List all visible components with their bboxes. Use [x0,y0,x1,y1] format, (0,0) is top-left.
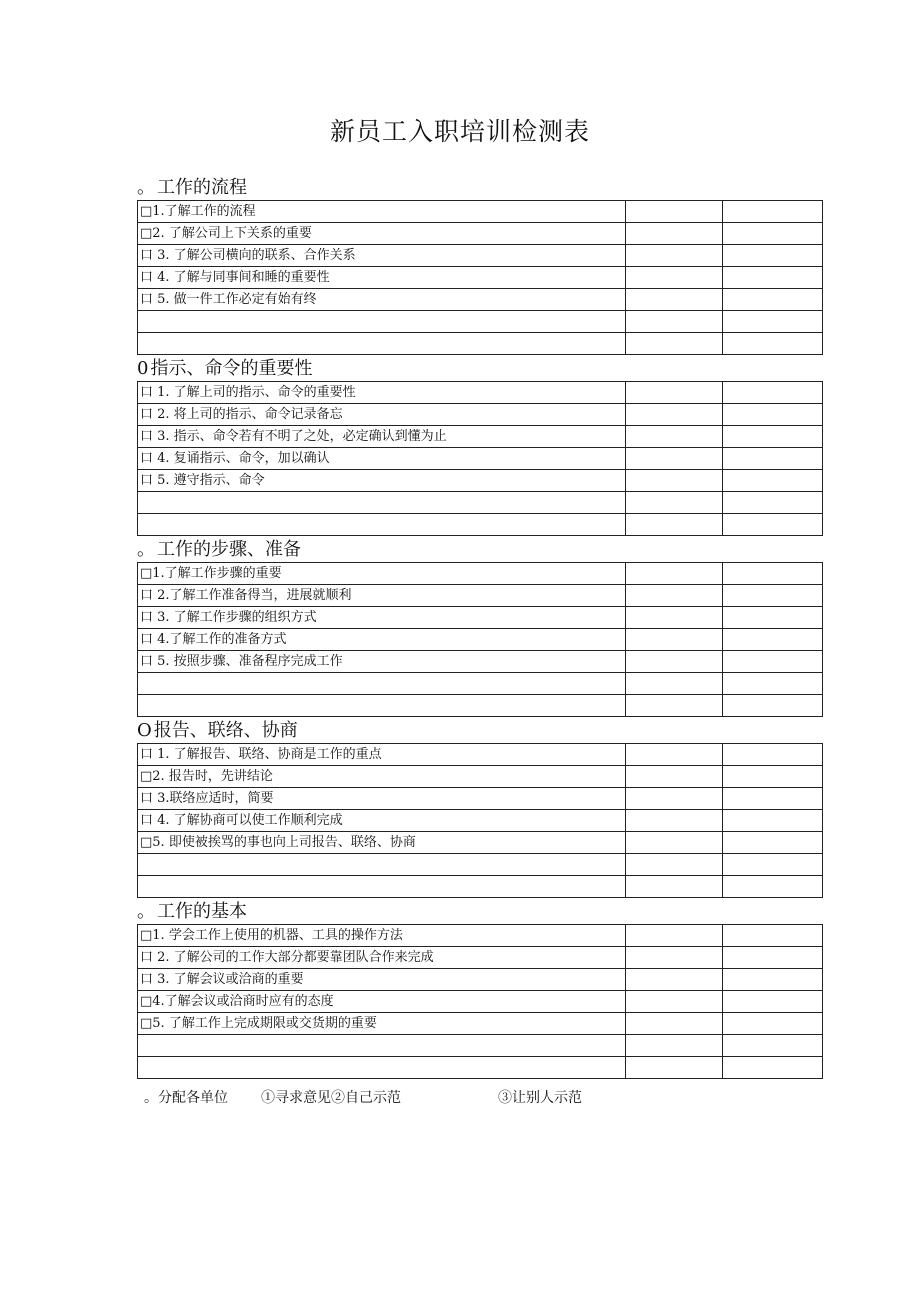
check-cell-first[interactable] [626,311,723,333]
check-cell-first[interactable] [626,766,723,788]
blank-item-cell [138,1035,626,1057]
checklist-item: 口 1. 了解报告、联络、协商是工作的重点 [138,744,626,766]
checklist-item: □1.了解工作步骤的重要 [138,563,626,585]
footer-let-others-demo: ③让别人示范 [498,1090,582,1106]
check-cell-first[interactable] [626,744,723,766]
check-cell-second[interactable] [723,514,823,536]
check-cell-second[interactable] [723,629,823,651]
table-row [138,448,823,470]
table-row [138,1035,823,1057]
check-cell-first[interactable] [626,947,723,969]
check-cell-first[interactable] [626,585,723,607]
blank-item-cell [138,876,626,898]
table-row [138,426,823,448]
check-cell-second[interactable] [723,470,823,492]
section-bullet: 0 [137,358,149,379]
check-cell-second[interactable] [723,426,823,448]
checklist-item: □1. 学会工作上使用的机器、工具的操作方法 [138,925,626,947]
check-cell-first[interactable] [626,470,723,492]
section-heading [137,898,823,924]
check-cell-second[interactable] [723,1013,823,1035]
check-cell-first[interactable] [626,448,723,470]
checklist-item: 口 2. 了解公司的工作大部分都要靠团队合作来完成 [138,947,626,969]
check-cell-first[interactable] [626,832,723,854]
section-bullet: O [137,720,152,741]
section-heading [137,174,823,200]
check-cell-second[interactable] [723,223,823,245]
check-cell-second[interactable] [723,1035,823,1057]
table-row [138,832,823,854]
table-row [138,585,823,607]
check-cell-first[interactable] [626,810,723,832]
check-cell-second[interactable] [723,744,823,766]
blank-item-cell [138,854,626,876]
table-row [138,925,823,947]
check-cell-first[interactable] [626,854,723,876]
blank-item-cell [138,311,626,333]
table-row [138,854,823,876]
table-row [138,810,823,832]
check-cell-first[interactable] [626,267,723,289]
table-row [138,201,823,223]
blank-item-cell [138,333,626,355]
blank-item-cell [138,492,626,514]
checklist-table [137,200,823,355]
checklist-sections [137,174,823,1079]
check-cell-second[interactable] [723,969,823,991]
table-row [138,311,823,333]
table-row [138,1057,823,1079]
footer-assign-units: 。分配各单位 [144,1090,228,1106]
section-heading-text: 工作的基本 [157,901,247,922]
table-row [138,404,823,426]
section-bullet: 。 [137,901,155,922]
table-row [138,1013,823,1035]
check-cell-first[interactable] [626,607,723,629]
table-row [138,289,823,311]
checklist-item: □1.了解工作的流程 [138,201,626,223]
check-cell-first[interactable] [626,1057,723,1079]
checklist-item: 口 5. 做一件工作必定有始有终 [138,289,626,311]
checklist-table [137,381,823,536]
checklist-item: 口 3. 了解工作步骤的组织方式 [138,607,626,629]
check-cell-first[interactable] [626,925,723,947]
check-cell-second[interactable] [723,1057,823,1079]
check-cell-second[interactable] [723,876,823,898]
check-cell-first[interactable] [626,289,723,311]
check-cell-second[interactable] [723,333,823,355]
check-cell-first[interactable] [626,1035,723,1057]
checklist-item: 口 4.了解工作的准备方式 [138,629,626,651]
table-row [138,788,823,810]
check-cell-first[interactable] [626,991,723,1013]
section-heading-text: 工作的流程 [157,177,247,198]
check-cell-first[interactable] [626,245,723,267]
check-cell-second[interactable] [723,991,823,1013]
table-row [138,969,823,991]
checklist-item: 口 3.联络应适时，简要 [138,788,626,810]
checklist-item: □5. 即使被挨骂的事也向上司报告、联络、协商 [138,832,626,854]
checklist-table [137,924,823,1079]
check-cell-second[interactable] [723,854,823,876]
table-row [138,514,823,536]
checklist-item: □5. 了解工作上完成期限或交货期的重要 [138,1013,626,1035]
blank-item-cell [138,673,626,695]
table-row [138,382,823,404]
check-cell-first[interactable] [626,333,723,355]
checklist-item: 口 2. 将上司的指示、命令记录备忘 [138,404,626,426]
check-cell-second[interactable] [723,585,823,607]
check-cell-first[interactable] [626,563,723,585]
check-cell-second[interactable] [723,201,823,223]
check-cell-first[interactable] [626,223,723,245]
check-cell-first[interactable] [626,695,723,717]
check-cell-second[interactable] [723,492,823,514]
check-cell-second[interactable] [723,245,823,267]
table-row [138,695,823,717]
check-cell-second[interactable] [723,267,823,289]
check-cell-first[interactable] [626,788,723,810]
check-cell-second[interactable] [723,832,823,854]
check-cell-first[interactable] [626,629,723,651]
check-cell-first[interactable] [626,969,723,991]
table-row [138,673,823,695]
table-row [138,607,823,629]
checklist-item: 口 2.了解工作准备得当，进展就顺利 [138,585,626,607]
checklist-item: □2. 报告时，先讲结论 [138,766,626,788]
section-heading-text: 工作的步骤、准备 [157,539,301,560]
blank-item-cell [138,514,626,536]
section-bullet: 。 [137,177,155,198]
check-cell-first[interactable] [626,426,723,448]
section-bullet: 。 [137,539,155,560]
check-cell-first[interactable] [626,201,723,223]
checklist-item: 口 4. 了解协商可以使工作顺利完成 [138,810,626,832]
footer-methods: ①寻求意见②自己示范 [261,1090,401,1106]
section-heading [137,355,823,381]
page-title: 新员工入职培训检测表 [329,117,590,146]
checklist-item: 口 5. 按照步骤、准备程序完成工作 [138,651,626,673]
check-cell-first[interactable] [626,514,723,536]
check-cell-second[interactable] [723,673,823,695]
check-cell-first[interactable] [626,673,723,695]
checklist-item: 口 4. 了解与同事间和睡的重要性 [138,267,626,289]
checklist-item: □2. 了解公司上下关系的重要 [138,223,626,245]
check-cell-second[interactable] [723,925,823,947]
checklist-item: 口 3. 指示、命令若有不明了之处，必定确认到懂为止 [138,426,626,448]
table-row [138,629,823,651]
table-row [138,333,823,355]
table-row [138,223,823,245]
check-cell-second[interactable] [723,766,823,788]
check-cell-first[interactable] [626,876,723,898]
checklist-item: □4.了解会议或洽商时应有的态度 [138,991,626,1013]
checklist-item: 口 3. 了解会议或洽商的重要 [138,969,626,991]
check-cell-first[interactable] [626,382,723,404]
section-heading [137,717,823,743]
check-cell-second[interactable] [723,695,823,717]
blank-item-cell [138,1057,626,1079]
table-row [138,563,823,585]
table-row [138,267,823,289]
table-row [138,991,823,1013]
checklist-table [137,562,823,717]
table-row [138,470,823,492]
check-cell-second[interactable] [723,788,823,810]
checklist-item: 口 5. 遵守指示、命令 [138,470,626,492]
table-row [138,876,823,898]
checklist-item: 口 3. 了解公司横向的联系、合作关系 [138,245,626,267]
table-row [138,245,823,267]
blank-item-cell [138,695,626,717]
check-cell-second[interactable] [723,810,823,832]
check-cell-first[interactable] [626,651,723,673]
check-cell-first[interactable] [626,1013,723,1035]
checklist-item: 口 1. 了解上司的指示、命令的重要性 [138,382,626,404]
check-cell-second[interactable] [723,311,823,333]
check-cell-second[interactable] [723,563,823,585]
check-cell-second[interactable] [723,289,823,311]
check-cell-second[interactable] [723,404,823,426]
check-cell-first[interactable] [626,492,723,514]
check-cell-second[interactable] [723,607,823,629]
check-cell-first[interactable] [626,404,723,426]
footer-note [144,1087,582,1107]
check-cell-second[interactable] [723,651,823,673]
checklist-item: 口 4. 复诵指示、命令，加以确认 [138,448,626,470]
check-cell-second[interactable] [723,382,823,404]
section-heading [137,536,823,562]
table-row [138,492,823,514]
table-row [138,766,823,788]
table-row [138,651,823,673]
check-cell-second[interactable] [723,448,823,470]
table-row [138,947,823,969]
checklist-table [137,743,823,898]
section-heading-text: 指示、命令的重要性 [150,358,313,379]
section-heading-text: 报告、联络、协商 [153,720,298,741]
check-cell-second[interactable] [723,947,823,969]
table-row [138,744,823,766]
